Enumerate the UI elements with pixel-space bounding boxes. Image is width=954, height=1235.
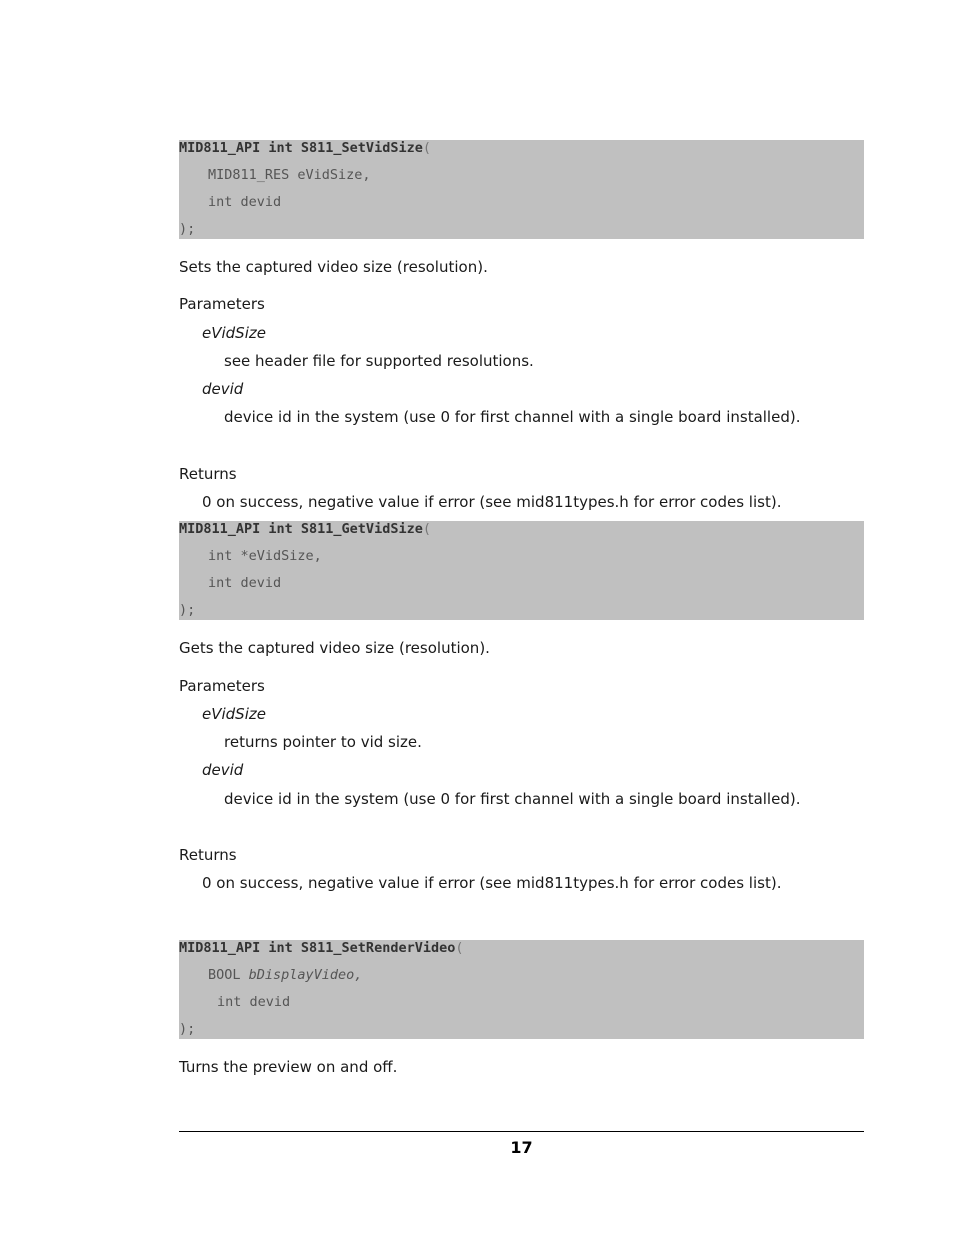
parameters-heading: Parameters	[179, 677, 265, 695]
code-param-line: int *eVidSize,	[208, 548, 322, 564]
parameter-name: eVidSize	[202, 324, 266, 342]
returns-heading: Returns	[179, 465, 237, 483]
returns-heading: Returns	[179, 846, 237, 864]
code-block-setvidsize	[179, 140, 864, 239]
param-name: bDisplayVideo,	[248, 967, 363, 983]
parameter-description: device id in the system (use 0 for first channel with a single board installed).	[224, 790, 801, 808]
returns-description: 0 on success, negative value if error (see mid811types.h for error codes list).	[202, 493, 782, 511]
open-paren: (	[422, 521, 431, 537]
function-signature: MID811_API int S811_SetVidSize	[179, 140, 423, 156]
function-description: Turns the preview on and off.	[179, 1058, 398, 1076]
function-description: Sets the captured video size (resolution).	[179, 258, 488, 276]
code-param-line: MID811_RES eVidSize,	[208, 167, 371, 183]
code-close-line: );	[179, 602, 196, 618]
footer-rule	[179, 1131, 864, 1132]
code-signature-line	[179, 521, 431, 537]
function-signature: MID811_API int S811_GetVidSize	[179, 521, 423, 537]
function-description: Gets the captured video size (resolution).	[179, 639, 490, 657]
parameter-name: eVidSize	[202, 705, 266, 723]
code-param-line	[208, 967, 362, 983]
page-number: 17	[510, 1138, 533, 1157]
open-paren: (	[455, 940, 464, 956]
code-block-getvidsize	[179, 521, 864, 620]
parameters-heading: Parameters	[179, 295, 265, 313]
open-paren: (	[422, 140, 431, 156]
returns-description: 0 on success, negative value if error (see mid811types.h for error codes list).	[202, 874, 782, 892]
param-type: BOOL	[208, 967, 249, 983]
code-param-line: int devid	[208, 194, 282, 210]
code-param-line: int devid	[208, 575, 282, 591]
code-signature-line	[179, 140, 431, 156]
code-close-line: );	[179, 221, 196, 237]
parameter-name: devid	[202, 761, 244, 779]
code-block-setrendervideo	[179, 940, 864, 1039]
code-signature-line	[179, 940, 463, 956]
parameter-description: returns pointer to vid size.	[224, 733, 422, 751]
parameter-description: device id in the system (use 0 for first channel with a single board installed).	[224, 408, 801, 426]
function-signature: MID811_API int S811_SetRenderVideo	[179, 940, 456, 956]
code-param-line: int devid	[217, 994, 291, 1010]
parameter-description: see header file for supported resolutions.	[224, 352, 534, 370]
code-close-line: );	[179, 1021, 196, 1037]
parameter-name: devid	[202, 380, 244, 398]
